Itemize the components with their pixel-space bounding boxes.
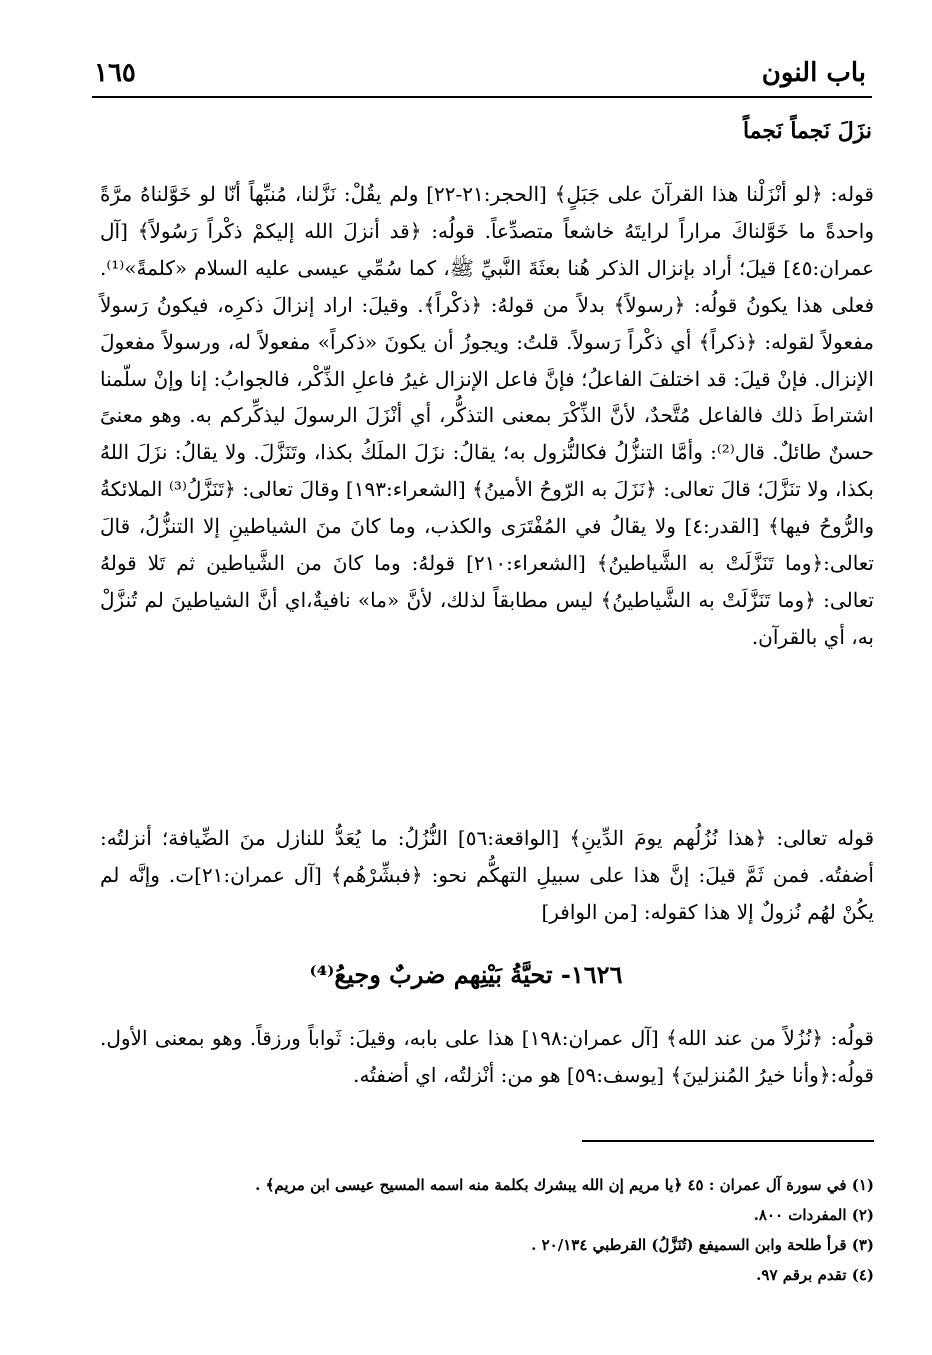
footnotes <box>120 1170 874 1290</box>
chapter-title: باب النون <box>761 58 866 88</box>
paragraph-1: قوله: ﴿لو أنْزَلْنا هذا القرآنَ على جَبَلٍ﴾ [الحجر:٢١-٢٢] ولم يقُلْ: نَزَّلنا، مُنبِّهاً أنّا لو خَوَّلناهُ مرَّةً واحدةً ما خَوَّلناكَ مراراً لرايتَهُ خاشعاً متصدِّعاً. قولُه: ﴿قد أنزلَ الله إليكمْ ذكْراً رَسُولاً﴾ [آل عمران:٤٥] قيلَ؛ أراد بإنزال الذكر هُنا بعثَةَ النَّبيِّ ﷺ، كما سُمِّي عيسى عليه السلام «كلمةً»⁽¹⁾. فعلى هذا يكونُ قولُه: ﴿رسولاً﴾ بدلاً من قولهُ: ﴿ذكْراً﴾. وقيلَ: اراد إنزالَ ذكرِه، فيكونُ رَسولاً مفعولاً لقوله: ﴿ذكراً﴾ أي ذكْراً رَسولاً. قلتُ: ويجوزُ أن يكونَ «ذكراً» مفعولاً له، ورسولاً مفعولَ الإنزال. فإنْ قيلَ: قد اختلفَ الفاعلُ؛ فإنَّ فاعل الإنزال غيرُ فاعلِ الذِّكْر، فالجوابُ: إنا وإنْ سلّمنا اشتراطَ ذلك فالفاعل مُتَّحدٌ، لأنَّ الذِّكْرَ بمعنى التذكُّر، أي أنْزَلَ الرسولَ ليذكِّركم به. وهو معنىً حسنٌ طائلٌ. قال⁽²⁾: وأمَّا التنزُّلُ فكالنُّزول به؛ يقالُ: نزَلَ الملَكُ بكذا، وتَنَزَّلَ. ولا يقالُ: نزَلَ اللهُ بكذا، ولا تنَزَّلَ؛ قالَ تعالى: ﴿نَزَلَ به الرّوحُ الأمينُ﴾ [الشعراء:١٩٣] وقالَ تعالى: ﴿تَنَزَّلُ⁽³⁾ الملائكةُ والرُّوحُ فيها﴾ [القدر:٤] ولا يقالُ في المُفْتَرَى والكذب، وما كانَ منَ الشياطينِ إلا التنزُّلُ، قالَ تعالى:﴿وما تَنَزَّلَتْ به الشَّياطينُ﴾ [الشعراء:٢١٠] قولهُ: وما كانَ من الشَّياطين ثم تَلا قولهُ تعالى: ﴿وما تَنَزَّلَتْ به الشَّياطينُ﴾ ليس مطابقاً لذلك، لأنَّ «ما» نافيةٌ،اي أنَّ الشياطينَ لم تُنزَّلْ به، أي بالقرآن. <box>100 182 875 649</box>
page-number: ١٦٥ <box>94 58 136 88</box>
footnote-2: (٢) المفردات ٨٠٠. <box>753 1206 874 1224</box>
footnote-3: (٣) قرأ طلحة وابن السميفع (تُنَزَّلُ) القرطبي ٢٠/١٣٤ . <box>531 1236 874 1254</box>
paragraph-3: قولُه: ﴿نُزُلاً من عند الله﴾ [آل عمران:١٩٨] هذا على بابه، وقيلَ: ثَواباً ورزقاً. وهو بمعنى الأول. قولُه:﴿وأنا خيرُ المُنزلينَ﴾ [يوسف:٥٩] هو من: أنْزلتُه، اي أضفتُه. <box>100 1026 874 1087</box>
footnote-4: (٤) تقدم برقم ٩٧. <box>756 1266 874 1284</box>
entry-heading: نزَلَ نَجماً نَجماً <box>742 118 872 144</box>
footnote-divider <box>582 1140 874 1142</box>
page-header <box>86 58 866 94</box>
header-divider <box>92 96 872 98</box>
paragraph-2: قوله تعالى: ﴿هذا نُزُلُهم يومَ الدِّينِ﴾ [الواقعة:٥٦] النُّزُلُ: ما يُعَدُّ للنازل منَ الضِّيافة؛ أنزلتُه: أضفتُه. فمن ثَمَّ قيلَ: إنَّ هذا على سبيلِ التهكُّم نحو: ﴿فبشِّرْهُم﴾ [آل عمران:٢١]ت. وإنَّه لم يكُنْ لهُم نُزولٌ إلا هذا كقوله: [من الوافر] <box>100 826 875 924</box>
footnote-1: (١) في سورة آل عمران : ٤٥ ﴿يا مريم إن الله يبشرك بكلمة منه اسمه المسيح عيسى ابن مريم﴾ . <box>255 1176 874 1194</box>
section-heading: ١٦٢٦- تحيَّةُ بَيْنِهم ضربٌ وجيعُ⁽⁴⁾ <box>309 960 623 989</box>
